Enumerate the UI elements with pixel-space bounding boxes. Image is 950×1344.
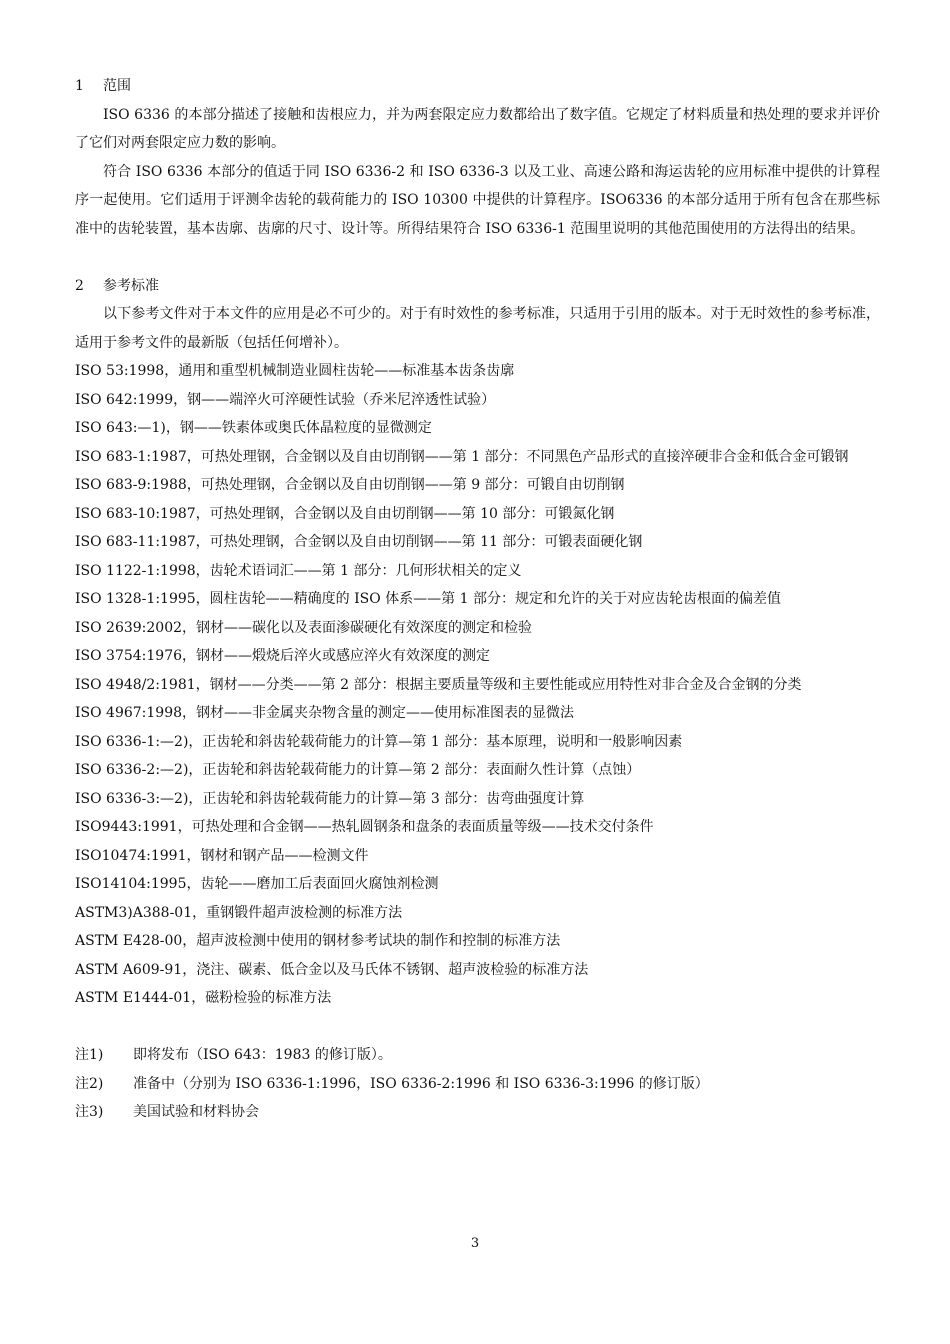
- note-item: [75, 1098, 880, 1127]
- note-label: 注1): [75, 1047, 104, 1063]
- section-gap: [75, 243, 880, 272]
- reference-item: ISO 4967:1998，钢材——非金属夹杂物含量的测定——使用标准图表的显微法: [75, 705, 575, 721]
- reference-item: ISO 6336-3:—2)，正齿轮和斜齿轮载荷能力的计算—第 3 部分：齿弯曲强度计算: [75, 790, 585, 807]
- section-2-heading: [75, 272, 880, 301]
- reference-item: ISO 683-10:1987，可热处理钢，合金钢以及自由切削钢——第 10 部分：可锻氮化钢: [75, 505, 615, 522]
- page-number: 3: [470, 1236, 480, 1251]
- reference-item: ASTM3)A388-01，重钢锻件超声波检测的标准方法: [75, 904, 403, 921]
- note-text: 美国试验和材料协会: [133, 1104, 259, 1120]
- reference-item: ASTM E428-00，超声波检测中使用的钢材参考试块的制作和控制的标准方法: [75, 933, 561, 949]
- references-intro: 以下参考文件对于本文件的应用是必不可少的。对于有时效性的参考标准，只适用于引用的版本。对于无时效性的参考标准，适用于参考文件的最新版（包括任何增补）。: [75, 306, 880, 351]
- scope-paragraph-2: 符合 ISO 6336 本部分的值适于同 ISO 6336-2 和 ISO 6336-3 以及工业、高速公路和海运齿轮的应用标准中提供的计算程序一起使用。它们适用于评测伞齿轮的载荷能力的 ISO 10300 中提供的计算程序。ISO6336 的本部分适用于所有包含在那些标准中的齿轮装置，基本齿廓、齿廓的尺寸、设计等。所得结果符合 ISO 6336-1 范围里说明的其他范围使用的方法得出的结果。: [75, 163, 880, 237]
- reference-item: ISO 1122-1:1998，齿轮术语词汇——第 1 部分：几何形状相关的定义: [75, 562, 522, 579]
- reference-item: ISO 6336-1:—2)，正齿轮和斜齿轮载荷能力的计算—第 1 部分：基本原理，说明和一般影响因素: [75, 733, 683, 750]
- reference-list: [75, 357, 880, 1013]
- notes-list: [75, 1041, 880, 1127]
- section-2-title: 参考标准: [103, 277, 159, 294]
- note-item: [75, 1041, 880, 1070]
- reference-item: ISO14104:1995，齿轮——磨加工后表面回火腐蚀剂检测: [75, 876, 439, 892]
- reference-item: ISO 6336-2:—2)，正齿轮和斜齿轮载荷能力的计算—第 2 部分：表面耐久性计算（点蚀）: [75, 762, 641, 778]
- note-label: 注3): [75, 1104, 104, 1120]
- reference-item: ASTM E1444-01，磁粉检验的标准方法: [75, 990, 332, 1006]
- note-label: 注2): [75, 1075, 104, 1092]
- page-content: [75, 72, 880, 1127]
- note-text: 准备中（分别为 ISO 6336-1:1996，ISO 6336-2:1996 和 ISO 6336-3:1996 的修订版）: [133, 1075, 709, 1092]
- section-2-number: 2: [75, 277, 84, 294]
- reference-item: ISO 643:—1)，钢——铁素体或奥氏体晶粒度的显微测定: [75, 420, 432, 436]
- note-item: [75, 1070, 880, 1099]
- reference-item: ISO 683-9:1988，可热处理钢，合金钢以及自由切削钢——第 9 部分：可锻自由切削钢: [75, 477, 625, 493]
- reference-item: ISO 2639:2002，钢材——碳化以及表面渗碳硬化有效深度的测定和检验: [75, 619, 533, 636]
- reference-item: ISO 1328-1:1995，圆柱齿轮——精确度的 ISO 体系——第 1 部分：规定和允许的关于对应齿轮齿根面的偏差值: [75, 591, 781, 607]
- reference-item: ISO 3754:1976，钢材——煅烧后淬火或感应淬火有效深度的测定: [75, 648, 491, 664]
- notes-gap: [75, 1013, 880, 1042]
- section-1-number: 1: [75, 78, 84, 94]
- section-1-heading: [75, 72, 880, 101]
- reference-item: ISO9443:1991，可热处理和合金钢——热轧圆钢条和盘条的表面质量等级——技术交付条件: [75, 819, 654, 835]
- reference-item: ASTM A609-91，浇注、碳素、低合金以及马氏体不锈钢、超声波检验的标准方法: [75, 961, 589, 978]
- reference-item: ISO 683-1:1987，可热处理钢，合金钢以及自由切削钢——第 1 部分：不同黑色产品形式的直接淬硬非合金和低合金可锻钢: [75, 448, 849, 465]
- section-1-title: 范围: [103, 78, 131, 94]
- reference-item: ISO 4948/2:1981，钢材——分类——第 2 部分：根据主要质量等级和主要性能或应用特性对非合金及合金钢的分类: [75, 676, 802, 693]
- note-text: 即将发布（ISO 643：1983 的修订版）。: [133, 1047, 392, 1063]
- reference-item: ISO 642:1999，钢——端淬火可淬硬性试验（乔米尼淬透性试验）: [75, 391, 496, 408]
- reference-item: ISO 683-11:1987，可热处理钢，合金钢以及自由切削钢——第 11 部分：可锻表面硬化钢: [75, 534, 643, 550]
- reference-item: ISO 53:1998，通用和重型机械制造业圆柱齿轮——标准基本齿条齿廓: [75, 363, 515, 379]
- scope-paragraph-1: ISO 6336 的本部分描述了接触和齿根应力，并为两套限定应力数都给出了数字值。它规定了材料质量和热处理的要求并评价了它们对两套限定应力数的影响。: [75, 106, 880, 151]
- reference-item: ISO10474:1991，钢材和钢产品——检测文件: [75, 847, 369, 864]
